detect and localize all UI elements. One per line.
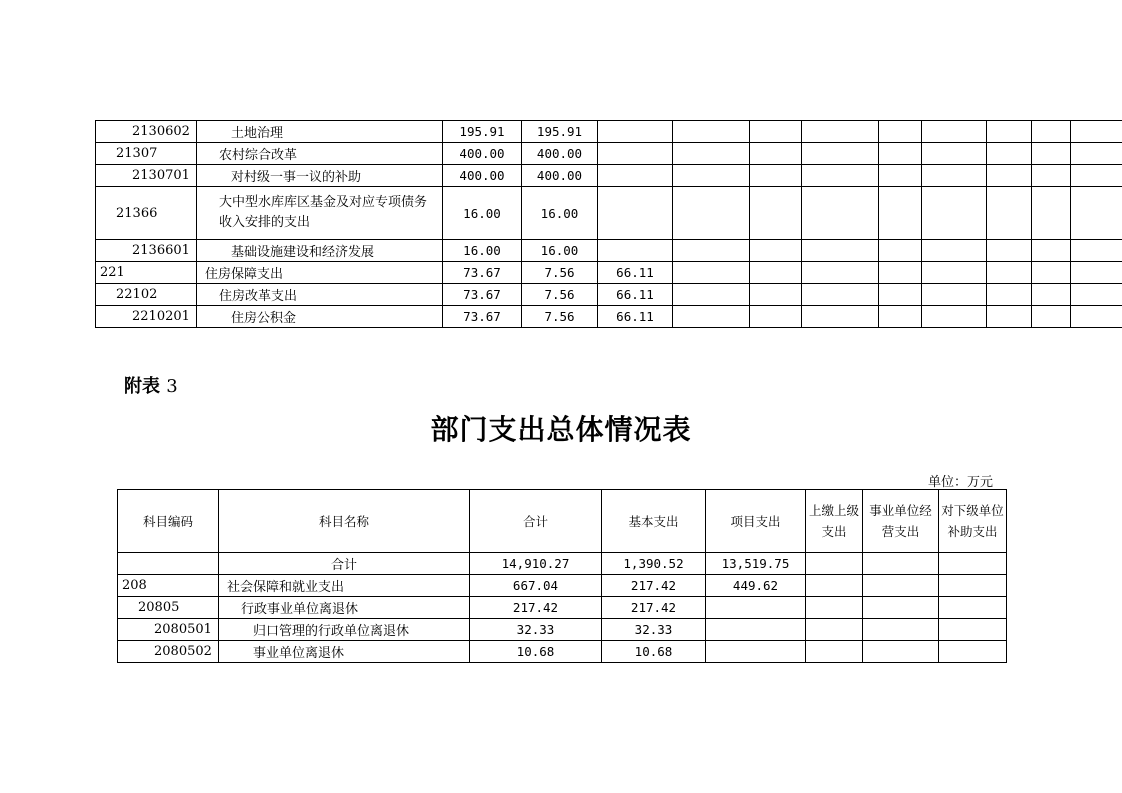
name-cell: 社会保障和就业支出 [219,575,470,597]
upper-cell [806,597,863,619]
continued-expense-table [95,120,1122,328]
table-row [118,597,1007,619]
project-cell: 66.11 [598,262,673,284]
business-cell [863,641,939,663]
empty-cell [802,165,879,187]
empty-cell [750,284,802,306]
table-row [96,121,1122,143]
empty-cell [750,240,802,262]
empty-cell [673,240,750,262]
total-business-cell [863,553,939,575]
empty-cell [879,306,922,328]
empty-cell [673,187,750,240]
code-cell: 208 [118,575,219,597]
name-cell: 对村级一事一议的补助 [197,165,443,187]
appendix-number: 3 [166,376,178,397]
empty-cell [1032,240,1071,262]
table-row [118,575,1007,597]
header-name: 科目名称 [219,490,470,553]
table-row [96,187,1122,240]
code-cell: 2130701 [96,165,197,187]
business-cell [863,575,939,597]
empty-cell [673,121,750,143]
empty-cell [750,306,802,328]
total-project-cell: 13,519.75 [706,553,806,575]
empty-cell [879,121,922,143]
empty-cell [987,165,1032,187]
empty-cell [1071,284,1122,306]
empty-cell [1071,306,1122,328]
empty-cell [922,187,987,240]
empty-cell [879,284,922,306]
table-row [96,240,1122,262]
name-cell: 土地治理 [197,121,443,143]
basic-cell: 7.56 [522,306,598,328]
code-cell: 21307 [96,143,197,165]
name-cell: 行政事业单位离退休 [219,597,470,619]
empty-cell [987,262,1032,284]
total-subsidy-cell [939,553,1007,575]
empty-cell [802,143,879,165]
name-cell: 大中型水库库区基金及对应专项债务收入安排的支出 [197,187,443,240]
appendix-label [124,372,178,398]
empty-cell [879,262,922,284]
basic-cell: 195.91 [522,121,598,143]
project-cell [706,597,806,619]
empty-cell [1032,262,1071,284]
empty-cell [673,165,750,187]
empty-cell [1071,262,1122,284]
total-cell: 16.00 [443,240,522,262]
project-cell [598,143,673,165]
table-row [96,306,1122,328]
total-cell: 73.67 [443,306,522,328]
empty-cell [1071,165,1122,187]
empty-cell [750,262,802,284]
name-cell: 住房保障支出 [197,262,443,284]
empty-cell [922,143,987,165]
table-row [96,284,1122,306]
basic-cell: 400.00 [522,165,598,187]
project-cell: 66.11 [598,284,673,306]
total-cell: 73.67 [443,262,522,284]
total-cell: 32.33 [470,619,602,641]
total-cell: 10.68 [470,641,602,663]
header-upper: 上缴上级支出 [806,490,863,553]
empty-cell [750,165,802,187]
empty-cell [673,262,750,284]
name-cell: 农村综合改革 [197,143,443,165]
subsidy-cell [939,575,1007,597]
upper-cell [806,619,863,641]
empty-cell [802,284,879,306]
table-total-row [118,553,1007,575]
upper-cell [806,575,863,597]
empty-cell [802,121,879,143]
upper-cell [806,641,863,663]
empty-cell [1032,143,1071,165]
empty-cell [673,284,750,306]
project-cell [598,240,673,262]
basic-cell: 217.42 [602,575,706,597]
code-cell: 221 [96,262,197,284]
unit-label: 单位：万元 [928,475,994,490]
total-code-cell [118,553,219,575]
empty-cell [750,143,802,165]
empty-cell [987,121,1032,143]
basic-cell: 16.00 [522,187,598,240]
business-cell [863,597,939,619]
empty-cell [750,187,802,240]
subsidy-cell [939,597,1007,619]
empty-cell [922,262,987,284]
total-basic-cell: 1,390.52 [602,553,706,575]
appendix-text: 附表 [124,376,160,397]
empty-cell [1032,284,1071,306]
total-cell: 217.42 [470,597,602,619]
business-cell [863,619,939,641]
empty-cell [922,121,987,143]
project-cell [598,121,673,143]
table-row [96,262,1122,284]
header-business: 事业单位经营支出 [863,490,939,553]
total-cell: 667.04 [470,575,602,597]
subsidy-cell [939,641,1007,663]
project-cell [598,165,673,187]
code-cell: 2080501 [118,619,219,641]
empty-cell [802,240,879,262]
table-row [96,165,1122,187]
empty-cell [1071,121,1122,143]
empty-cell [1071,240,1122,262]
empty-cell [1032,165,1071,187]
empty-cell [879,240,922,262]
empty-cell [987,240,1032,262]
total-cell: 16.00 [443,187,522,240]
empty-cell [987,143,1032,165]
department-expense-table [117,489,1007,663]
code-cell: 20805 [118,597,219,619]
empty-cell [879,143,922,165]
basic-cell: 400.00 [522,143,598,165]
empty-cell [1032,306,1071,328]
basic-cell: 217.42 [602,597,706,619]
empty-cell [879,165,922,187]
name-cell: 归口管理的行政单位离退休 [219,619,470,641]
header-subsidy: 对下级单位补助支出 [939,490,1007,553]
total-cell: 73.67 [443,284,522,306]
code-cell: 2130602 [96,121,197,143]
total-total-cell: 14,910.27 [470,553,602,575]
project-cell: 66.11 [598,306,673,328]
empty-cell [922,284,987,306]
empty-cell [1032,121,1071,143]
header-code: 科目编码 [118,490,219,553]
empty-cell [987,284,1032,306]
total-upper-cell [806,553,863,575]
project-cell [598,187,673,240]
empty-cell [922,165,987,187]
empty-cell [987,187,1032,240]
code-cell: 22102 [96,284,197,306]
name-cell: 基础设施建设和经济发展 [197,240,443,262]
subsidy-cell [939,619,1007,641]
total-cell: 195.91 [443,121,522,143]
code-cell: 2080502 [118,641,219,663]
page-title: 部门支出总体情况表 [430,413,692,446]
code-cell: 21366 [96,187,197,240]
empty-cell [922,306,987,328]
basic-cell: 10.68 [602,641,706,663]
project-cell [706,619,806,641]
empty-cell [673,143,750,165]
basic-cell: 32.33 [602,619,706,641]
table-row [118,641,1007,663]
empty-cell [1032,187,1071,240]
basic-cell: 16.00 [522,240,598,262]
header-basic: 基本支出 [602,490,706,553]
name-cell: 住房改革支出 [197,284,443,306]
total-cell: 400.00 [443,165,522,187]
table-row [96,143,1122,165]
project-cell [706,641,806,663]
empty-cell [922,240,987,262]
empty-cell [802,262,879,284]
empty-cell [750,121,802,143]
name-cell: 事业单位离退休 [219,641,470,663]
empty-cell [987,306,1032,328]
total-label-cell: 合计 [219,553,470,575]
code-cell: 2136601 [96,240,197,262]
basic-cell: 7.56 [522,284,598,306]
empty-cell [673,306,750,328]
empty-cell [1071,187,1122,240]
table-header-row [118,490,1007,553]
empty-cell [879,187,922,240]
empty-cell [1071,143,1122,165]
header-project: 项目支出 [706,490,806,553]
project-cell: 449.62 [706,575,806,597]
total-cell: 400.00 [443,143,522,165]
empty-cell [802,306,879,328]
basic-cell: 7.56 [522,262,598,284]
header-total: 合计 [470,490,602,553]
empty-cell [802,187,879,240]
code-cell: 2210201 [96,306,197,328]
name-cell: 住房公积金 [197,306,443,328]
table-row [118,619,1007,641]
